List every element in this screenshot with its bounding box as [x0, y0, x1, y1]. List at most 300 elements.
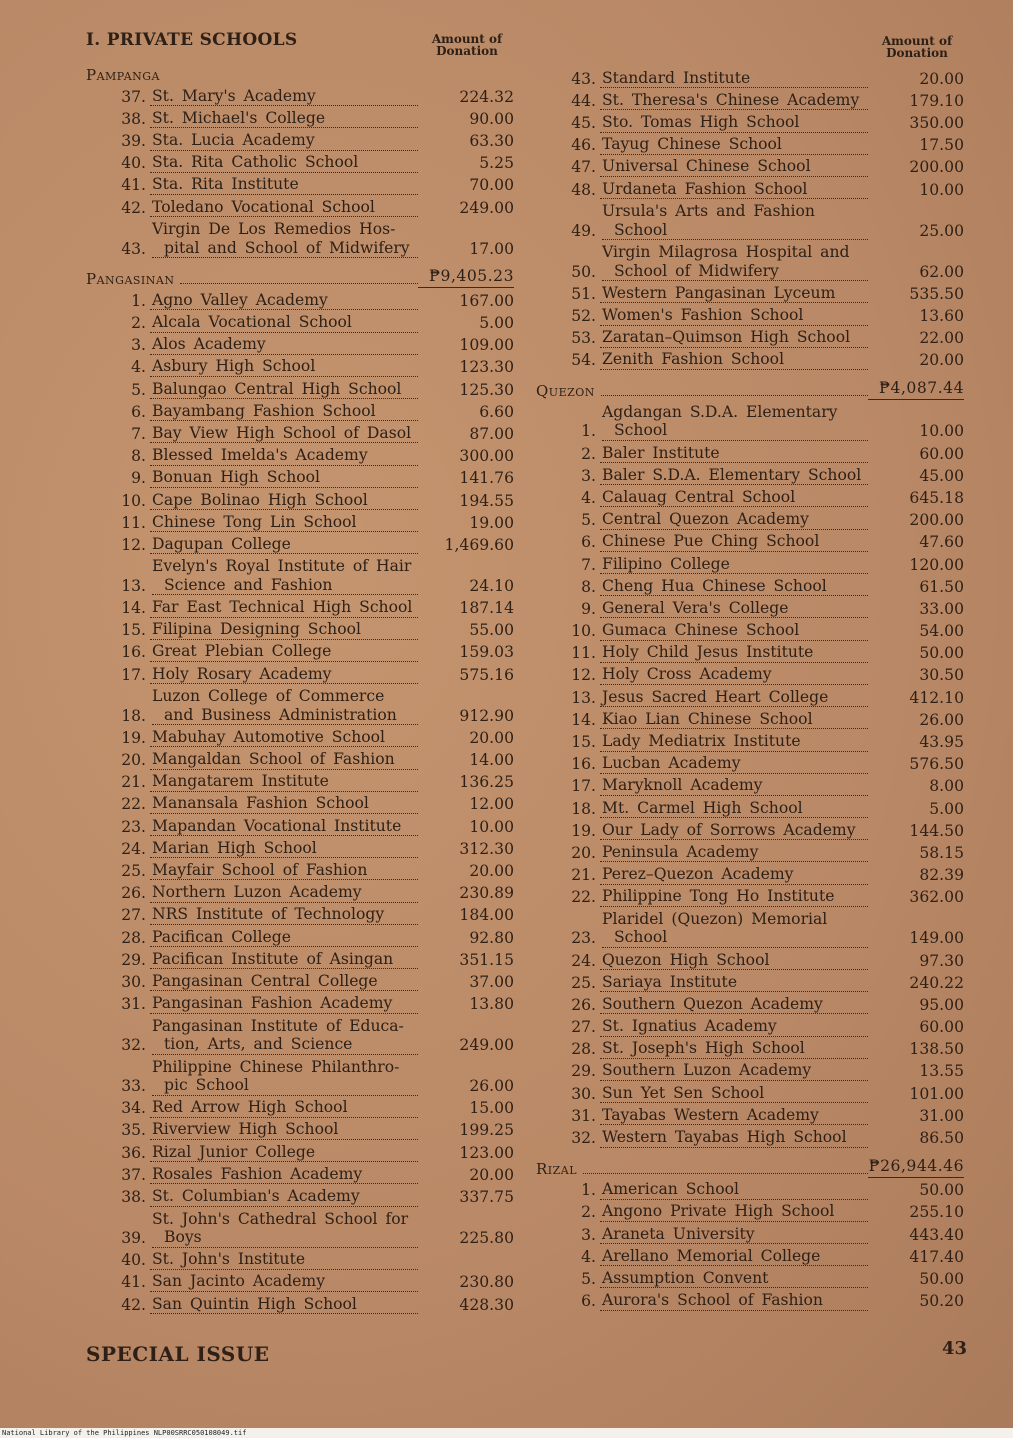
list-item [536, 1103, 964, 1125]
list-item [536, 948, 964, 970]
list-item [86, 173, 514, 195]
school-name: St. John's Cathedral School for Boys [150, 1210, 418, 1248]
donation-amount: 24.10 [469, 576, 514, 595]
list-item [86, 554, 514, 595]
list-item [536, 1037, 964, 1059]
list-item [86, 399, 514, 421]
list-item [86, 310, 514, 332]
school-name: St. John's Institute [150, 1250, 418, 1270]
school-name: Cheng Hua Chinese School [600, 577, 868, 597]
list-item [86, 969, 514, 991]
school-name: Pangasinan Fashion Academy [150, 994, 418, 1014]
school-name: Lucban Academy [600, 754, 868, 774]
item-number: 30. [571, 1084, 596, 1103]
donation-amount: 1,469.60 [444, 535, 514, 554]
section-title: I. PRIVATE SCHOOLS [86, 30, 298, 50]
donation-amount: 428.30 [459, 1295, 514, 1314]
school-name: St. Ignatius Academy [600, 1017, 868, 1037]
item-number: 19. [121, 728, 146, 747]
donation-amount: 249.00 [459, 198, 514, 217]
donation-amount: 120.00 [909, 555, 964, 574]
school-name: Holy Child Jesus Institute [600, 643, 868, 663]
school-name: Philippine Chinese Philanthro- pic School [150, 1058, 418, 1096]
item-number: 41. [121, 1273, 146, 1292]
province-total: ₱4,087.44 [868, 379, 964, 400]
list-item [536, 729, 964, 751]
donation-amount: 179.10 [909, 91, 964, 110]
donation-amount: 8.00 [929, 777, 964, 796]
item-number: 27. [571, 1018, 596, 1037]
province-total: ₱9,405.23 [418, 267, 514, 288]
item-number: 18. [571, 799, 596, 818]
donation-amount: 50.00 [919, 1269, 964, 1288]
list-item [86, 333, 514, 355]
donation-amount: 26.00 [919, 710, 964, 729]
school-name: Marian High School [150, 839, 418, 859]
donation-amount: 412.10 [909, 688, 964, 707]
donation-amount: 19.00 [469, 513, 514, 532]
item-number: 21. [121, 773, 146, 792]
donation-amount: 141.76 [459, 469, 514, 488]
item-number: 6. [581, 1292, 596, 1311]
item-number: 24. [571, 951, 596, 970]
donation-amount: 362.00 [909, 888, 964, 907]
item-number: 16. [121, 643, 146, 662]
school-name: Southern Luzon Academy [600, 1061, 868, 1081]
list-item [86, 725, 514, 747]
item-number: 39. [121, 132, 146, 151]
province-name: Quezon [536, 381, 595, 400]
list-item [86, 1248, 514, 1270]
school-name: Sta. Rita Institute [150, 175, 418, 195]
school-name: Agno Valley Academy [150, 291, 418, 311]
school-name: St. Joseph's High School [600, 1039, 868, 1059]
list-item [536, 641, 964, 663]
item-number: 24. [121, 839, 146, 858]
donation-amount: 37.00 [469, 972, 514, 991]
list-item [536, 707, 964, 729]
item-number: 44. [571, 91, 596, 110]
donation-amount: 60.00 [919, 444, 964, 463]
school-name: Sta. Rita Catholic School [150, 153, 418, 173]
donation-amount: 5.25 [479, 154, 514, 173]
school-name: St. Columbian's Academy [150, 1187, 418, 1207]
list-item [86, 1140, 514, 1162]
item-number: 28. [571, 1040, 596, 1059]
school-name: Kiao Lian Chinese School [600, 710, 868, 730]
right-list [536, 66, 964, 1311]
donation-amount: 167.00 [459, 291, 514, 310]
school-name: Central Quezon Academy [600, 510, 868, 530]
donation-amount: 10.00 [469, 817, 514, 836]
list-item [536, 240, 964, 281]
item-number: 1. [581, 1181, 596, 1200]
item-number: 14. [571, 710, 596, 729]
school-name: Blessed Imelda's Academy [150, 446, 418, 466]
item-number: 2. [131, 314, 146, 332]
item-number: 12. [571, 666, 596, 685]
school-name: Toledano Vocational School [150, 198, 418, 218]
donation-amount: 312.30 [459, 839, 514, 858]
school-name: Sariaya Institute [600, 973, 868, 993]
donation-amount: 351.15 [459, 950, 514, 969]
list-item [536, 1266, 964, 1288]
school-name: St. Michael's College [150, 109, 418, 129]
amount-header-right: Amount of Donation [881, 34, 953, 60]
item-number: 20. [121, 751, 146, 769]
donation-amount: 13.60 [919, 307, 964, 325]
donation-amount: 55.00 [469, 621, 514, 640]
school-name: Women's Fashion School [600, 306, 868, 326]
school-name: Bonuan High School [150, 468, 418, 488]
list-item [86, 684, 514, 725]
item-number: 30. [121, 972, 146, 991]
donation-amount: 200.00 [909, 511, 964, 530]
list-item [86, 466, 514, 488]
item-number: 10. [571, 622, 596, 641]
donation-amount: 101.00 [909, 1084, 964, 1103]
list-item [536, 441, 964, 463]
donation-amount: 54.00 [919, 622, 964, 641]
list-item [86, 640, 514, 662]
item-number: 41. [121, 176, 146, 195]
province-heading [86, 60, 514, 84]
list-item [536, 818, 964, 840]
donation-amount: 50.00 [919, 644, 964, 663]
page-number: 43 [942, 1338, 968, 1359]
school-name: Great Plebian College [150, 642, 418, 662]
item-number: 9. [581, 599, 596, 618]
donation-amount: 15.00 [469, 1099, 514, 1118]
list-item [86, 925, 514, 947]
school-name: General Vera's College [600, 599, 868, 619]
school-name: Maryknoll Academy [600, 776, 868, 796]
item-number: 23. [571, 929, 596, 948]
item-number: 38. [121, 1188, 146, 1206]
school-name: Manansala Fashion School [150, 794, 418, 814]
item-number: 31. [121, 995, 146, 1014]
list-item [536, 177, 964, 199]
donation-amount: 443.40 [909, 1225, 964, 1244]
item-number: 8. [581, 577, 596, 596]
donation-amount: 136.25 [459, 773, 514, 792]
donation-amount: 337.75 [459, 1188, 514, 1206]
list-item [536, 348, 964, 370]
item-number: 3. [131, 336, 146, 355]
donation-amount: 144.50 [909, 821, 964, 840]
item-number: 18. [121, 706, 146, 725]
school-name: Zaratan–Quimson High School [600, 328, 868, 348]
list-item [536, 66, 964, 88]
school-name: Cape Bolinao High School [150, 491, 418, 511]
donation-amount: 5.00 [479, 314, 514, 332]
school-name: Sto. Tomas High School [600, 113, 868, 133]
list-item [536, 530, 964, 552]
list-item [86, 770, 514, 792]
donation-amount: 255.10 [909, 1203, 964, 1222]
item-number: 54. [571, 351, 596, 370]
donation-amount: 417.40 [909, 1247, 964, 1266]
school-name: Luzon College of Commerce and Business Administration [150, 687, 418, 725]
list-item [536, 862, 964, 884]
list-item [86, 151, 514, 173]
donation-amount: 159.03 [459, 643, 514, 662]
list-item [86, 195, 514, 217]
list-item [86, 421, 514, 443]
school-name: Baler Institute [600, 444, 868, 464]
item-number: 5. [581, 511, 596, 530]
list-item [536, 110, 964, 132]
list-item [536, 663, 964, 685]
donation-amount: 138.50 [909, 1040, 964, 1059]
donation-amount: 62.00 [919, 262, 964, 281]
donation-amount: 149.00 [909, 929, 964, 948]
donation-amount: 123.00 [459, 1143, 514, 1162]
list-item [536, 1014, 964, 1036]
school-name: Peninsula Academy [600, 843, 868, 863]
school-name: Alos Academy [150, 335, 418, 355]
item-number: 32. [571, 1129, 596, 1147]
school-name: American School [600, 1180, 868, 1200]
school-name: Filipina Designing School [150, 620, 418, 640]
school-name: Sta. Lucia Academy [150, 131, 418, 151]
leader-dots [180, 283, 418, 284]
item-number: 42. [121, 198, 146, 217]
donation-amount: 58.15 [919, 843, 964, 862]
list-item [86, 991, 514, 1013]
school-name: Rizal Junior College [150, 1143, 418, 1163]
item-number: 15. [121, 621, 146, 640]
school-name: Alcala Vocational School [150, 313, 418, 333]
list-item [536, 326, 964, 348]
list-item [536, 907, 964, 948]
item-number: 22. [121, 795, 146, 814]
item-number: 1. [131, 291, 146, 310]
province-name: Pangasinan [86, 270, 175, 289]
school-name: Virgin De Los Remedios Hos- pital and School of Midwifery [150, 220, 418, 258]
donation-amount: 47.60 [919, 533, 964, 552]
donation-amount: 25.00 [919, 221, 964, 240]
item-number: 51. [571, 284, 596, 303]
item-number: 25. [121, 861, 146, 880]
item-number: 45. [571, 114, 596, 133]
item-number: 43. [571, 69, 596, 88]
school-name: Evelyn's Royal Institute of Hair Science and Fashion [150, 557, 418, 595]
list-item [536, 774, 964, 796]
item-number: 40. [121, 154, 146, 173]
item-number: 3. [581, 1225, 596, 1244]
item-number: 40. [121, 1251, 146, 1270]
item-number: 32. [121, 1036, 146, 1055]
school-name: Gumaca Chinese School [600, 621, 868, 641]
list-item [86, 532, 514, 554]
item-number: 50. [571, 262, 596, 281]
school-name: Mayfair School of Fashion [150, 861, 418, 881]
item-number: 4. [581, 488, 596, 507]
list-item [86, 84, 514, 106]
donation-amount: 92.80 [469, 928, 514, 947]
donation-amount: 194.55 [459, 491, 514, 510]
list-item [536, 752, 964, 774]
province-heading [86, 258, 514, 288]
list-item [536, 840, 964, 862]
school-name: Sun Yet Sen School [600, 1084, 868, 1104]
province-total: ₱26,944.46 [868, 1157, 964, 1178]
school-name: Balungao Central High School [150, 380, 418, 400]
school-name: Urdaneta Fashion School [600, 180, 868, 200]
item-number: 14. [121, 599, 146, 618]
item-number: 20. [571, 843, 596, 862]
item-number: 43. [121, 239, 146, 258]
item-number: 37. [121, 1165, 146, 1184]
school-name: Araneta University [600, 1225, 868, 1245]
list-item [536, 596, 964, 618]
school-name: Agdangan S.D.A. Elementary School [600, 403, 868, 441]
item-number: 47. [571, 158, 596, 177]
item-number: 9. [131, 469, 146, 488]
school-name: Universal Chinese School [600, 157, 868, 177]
list-item [86, 355, 514, 377]
school-name: Virgin Milagrosa Hospital and School of Midwifery [600, 243, 868, 281]
school-name: Plaridel (Quezon) Memorial School [600, 910, 868, 948]
item-number: 49. [571, 221, 596, 240]
school-name: Holy Rosary Academy [150, 665, 418, 685]
donation-amount: 70.00 [469, 176, 514, 195]
item-number: 11. [571, 644, 596, 663]
list-item [86, 1118, 514, 1140]
item-number: 26. [121, 884, 146, 903]
item-number: 46. [571, 136, 596, 155]
item-number: 39. [121, 1229, 146, 1247]
donation-amount: 575.16 [459, 665, 514, 684]
school-name: Calauag Central School [600, 488, 868, 508]
item-number: 25. [571, 973, 596, 992]
school-name: Mabuhay Automotive School [150, 728, 418, 748]
donation-amount: 95.00 [919, 995, 964, 1014]
list-item [86, 443, 514, 465]
item-number: 36. [121, 1143, 146, 1162]
school-name: Tayabas Western Academy [600, 1106, 868, 1126]
donation-amount: 240.22 [909, 973, 964, 992]
leader-dots [601, 395, 868, 396]
list-item [86, 903, 514, 925]
list-item [86, 1292, 514, 1314]
list-item [86, 106, 514, 128]
list-item [86, 377, 514, 399]
donation-amount: 90.00 [469, 109, 514, 128]
list-item [536, 1200, 964, 1222]
donation-amount: 50.00 [919, 1181, 964, 1200]
item-number: 7. [581, 555, 596, 574]
list-item [86, 814, 514, 836]
donation-amount: 109.00 [459, 336, 514, 355]
list-item [536, 574, 964, 596]
school-name: Bayambang Fashion School [150, 402, 418, 422]
school-name: Philippine Tong Ho Institute [600, 887, 868, 907]
item-number: 3. [581, 466, 596, 485]
donation-amount: 224.32 [459, 87, 514, 106]
school-name: Red Arrow High School [150, 1098, 418, 1118]
item-number: 48. [571, 180, 596, 199]
amount-header-left: Amount of Donation [431, 32, 503, 58]
school-name: Assumption Convent [600, 1269, 868, 1289]
item-number: 28. [121, 928, 146, 947]
list-item [86, 1055, 514, 1096]
list-item [536, 885, 964, 907]
item-number: 29. [121, 950, 146, 969]
list-item [86, 1270, 514, 1292]
list-item [536, 303, 964, 325]
school-name: Western Tayabas High School [600, 1128, 868, 1148]
list-item [536, 507, 964, 529]
school-name: Mapandan Vocational Institute [150, 817, 418, 837]
donation-amount: 6.60 [479, 402, 514, 421]
donation-amount: 20.00 [469, 861, 514, 880]
item-number: 27. [121, 906, 146, 925]
list-item [536, 685, 964, 707]
list-item [536, 1081, 964, 1103]
donation-amount: 20.00 [469, 728, 514, 747]
donation-amount: 10.00 [919, 180, 964, 199]
item-number: 12. [121, 535, 146, 554]
item-number: 17. [571, 777, 596, 796]
item-number: 26. [571, 995, 596, 1014]
school-name: Ursula's Arts and Fashion School [600, 202, 868, 240]
donation-amount: 187.14 [459, 599, 514, 618]
list-item [536, 1222, 964, 1244]
archive-caption: National Library of the Philippines NLP00SRRC050108049.tif [0, 1428, 1013, 1438]
item-number: 2. [581, 444, 596, 463]
item-number: 5. [131, 380, 146, 399]
list-item [536, 1178, 964, 1200]
donation-amount: 535.50 [909, 284, 964, 303]
list-item [536, 618, 964, 640]
item-number: 17. [121, 665, 146, 684]
item-number: 29. [571, 1062, 596, 1081]
school-name: Northern Luzon Academy [150, 883, 418, 903]
list-item [536, 199, 964, 240]
list-item [536, 552, 964, 574]
list-item [86, 618, 514, 640]
item-number: 4. [581, 1247, 596, 1266]
item-number: 38. [121, 109, 146, 128]
item-number: 16. [571, 755, 596, 774]
donation-amount: 10.00 [919, 422, 964, 441]
school-name: Pangasinan Central College [150, 972, 418, 992]
donation-amount: 200.00 [909, 158, 964, 177]
list-item [536, 1059, 964, 1081]
list-item [86, 595, 514, 617]
list-item [536, 992, 964, 1014]
list-item [86, 1207, 514, 1248]
list-item [536, 1125, 964, 1147]
list-item [86, 747, 514, 769]
list-item [536, 485, 964, 507]
donation-amount: 5.00 [929, 799, 964, 818]
list-item [86, 947, 514, 969]
item-number: 6. [581, 533, 596, 552]
item-number: 53. [571, 329, 596, 348]
donation-amount: 249.00 [459, 1036, 514, 1055]
school-name: Baler S.D.A. Elementary School [600, 466, 868, 486]
donation-amount: 350.00 [909, 114, 964, 133]
list-item [86, 1162, 514, 1184]
school-name: Holy Cross Academy [600, 665, 868, 685]
school-name: Arellano Memorial College [600, 1247, 868, 1267]
donation-amount: 125.30 [459, 380, 514, 399]
school-name: Aurora's School of Fashion [600, 1291, 868, 1311]
school-name: Asbury High School [150, 357, 418, 377]
